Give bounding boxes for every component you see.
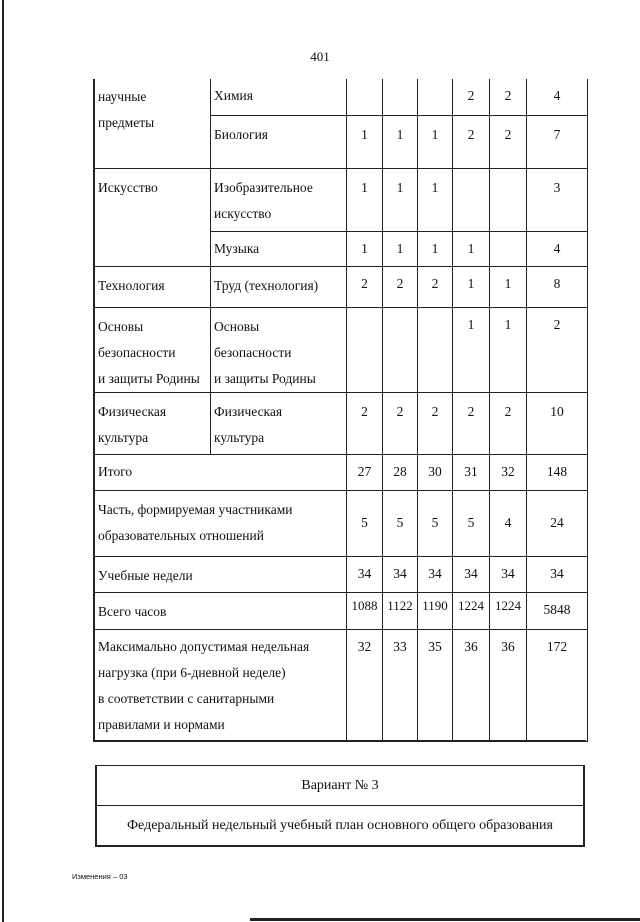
value-cell: 2 (490, 115, 527, 168)
subject-cell: Труд (технология) (211, 266, 347, 307)
value-cell: 36 (453, 629, 490, 741)
total-cell: 4 (527, 79, 588, 115)
value-cell: 5 (347, 490, 383, 556)
page-border-left (2, 0, 4, 922)
value-cell: 1 (453, 307, 490, 392)
value-cell: 34 (453, 556, 490, 592)
table-row (95, 454, 588, 490)
total-cell: 4 (527, 231, 588, 266)
row-label: Максимально допустимая недельная нагрузка (при 6-дневной неделе) в соответствии с санитарными правилами и нормами (95, 629, 347, 741)
total-cell: 7 (527, 115, 588, 168)
value-cell: 2 (418, 392, 453, 454)
table-row (95, 392, 588, 454)
value-cell: 1 (347, 231, 383, 266)
row-label: Учебные недели (95, 556, 347, 592)
area-cell: Физическая культура (95, 392, 211, 454)
value-cell (347, 79, 383, 115)
value-cell (453, 168, 490, 231)
value-cell: 35 (418, 629, 453, 741)
table-row (95, 168, 588, 231)
value-cell (490, 168, 527, 231)
value-cell: 33 (383, 629, 418, 741)
value-cell: 2 (453, 79, 490, 115)
total-cell: 3 (527, 168, 588, 231)
value-cell: 1 (418, 115, 453, 168)
value-cell: 2 (453, 392, 490, 454)
value-cell: 1 (347, 115, 383, 168)
value-cell: 1122 (383, 592, 418, 629)
table-row (95, 592, 588, 629)
total-cell: 5848 (527, 592, 588, 629)
table-border-left (93, 79, 95, 741)
total-cell: 24 (527, 490, 588, 556)
value-cell: 34 (383, 556, 418, 592)
value-cell: 36 (490, 629, 527, 741)
value-cell: 1 (383, 231, 418, 266)
value-cell: 1 (383, 168, 418, 231)
value-cell: 34 (490, 556, 527, 592)
table-row (95, 266, 588, 307)
value-cell: 2 (347, 392, 383, 454)
curriculum-table (94, 79, 588, 742)
value-cell: 2 (383, 266, 418, 307)
subject-cell: Изобразительное искусство (211, 168, 347, 231)
value-cell: 1088 (347, 592, 383, 629)
value-cell: 34 (418, 556, 453, 592)
row-label: Часть, формируемая участниками образовательных отношений (95, 490, 347, 556)
subject-cell: Физическая культура (211, 392, 347, 454)
value-cell: 1 (453, 266, 490, 307)
subject-cell: Музыка (211, 231, 347, 266)
table-row (95, 629, 588, 741)
subject-cell: Биология (211, 115, 347, 168)
value-cell: 1224 (490, 592, 527, 629)
variant-title: Вариант № 3 (96, 766, 584, 806)
value-cell: 5 (418, 490, 453, 556)
table-row (95, 307, 588, 392)
area-cell: научные предметы (95, 79, 211, 168)
value-cell: 2 (453, 115, 490, 168)
table-row (95, 79, 588, 115)
subject-cell: Химия (211, 79, 347, 115)
value-cell: 31 (453, 454, 490, 490)
row-label: Всего часов (95, 592, 347, 629)
value-cell: 1 (453, 231, 490, 266)
page-number: 401 (310, 49, 330, 64)
total-cell: 34 (527, 556, 588, 592)
value-cell: 32 (347, 629, 383, 741)
value-cell: 2 (490, 392, 527, 454)
total-cell: 8 (527, 266, 588, 307)
value-cell: 1190 (418, 592, 453, 629)
value-cell: 30 (418, 454, 453, 490)
value-cell: 28 (383, 454, 418, 490)
value-cell (418, 79, 453, 115)
value-cell: 34 (347, 556, 383, 592)
value-cell: 2 (347, 266, 383, 307)
value-cell: 1 (418, 231, 453, 266)
value-cell (347, 307, 383, 392)
value-cell: 1 (490, 266, 527, 307)
value-cell: 32 (490, 454, 527, 490)
area-cell: Искусство (95, 168, 211, 266)
value-cell: 5 (453, 490, 490, 556)
total-cell: 148 (527, 454, 588, 490)
value-cell (383, 307, 418, 392)
value-cell: 2 (383, 392, 418, 454)
value-cell: 1 (347, 168, 383, 231)
variant-header-table (95, 765, 585, 847)
value-cell: 5 (383, 490, 418, 556)
value-cell: 2 (490, 79, 527, 115)
variant-subtitle: Федеральный недельный учебный план основного общего образования (96, 806, 584, 847)
value-cell (383, 79, 418, 115)
area-cell: Основы безопасности и защиты Родины (95, 307, 211, 392)
total-cell: 2 (527, 307, 588, 392)
value-cell: 1224 (453, 592, 490, 629)
footer-revision-note: Изменения – 03 (72, 872, 128, 881)
page-border-bottom (250, 918, 640, 921)
value-cell: 4 (490, 490, 527, 556)
total-cell: 10 (527, 392, 588, 454)
value-cell (490, 231, 527, 266)
value-cell: 2 (418, 266, 453, 307)
value-cell (418, 307, 453, 392)
area-cell: Технология (95, 266, 211, 307)
value-cell: 1 (418, 168, 453, 231)
table-border-bottom (93, 740, 586, 742)
row-label: Итого (95, 454, 347, 490)
value-cell: 1 (490, 307, 527, 392)
value-cell: 1 (383, 115, 418, 168)
subject-cell: Основы безопасности и защиты Родины (211, 307, 347, 392)
total-cell: 172 (527, 629, 588, 741)
table-row (95, 490, 588, 556)
table-row (95, 556, 588, 592)
value-cell: 27 (347, 454, 383, 490)
